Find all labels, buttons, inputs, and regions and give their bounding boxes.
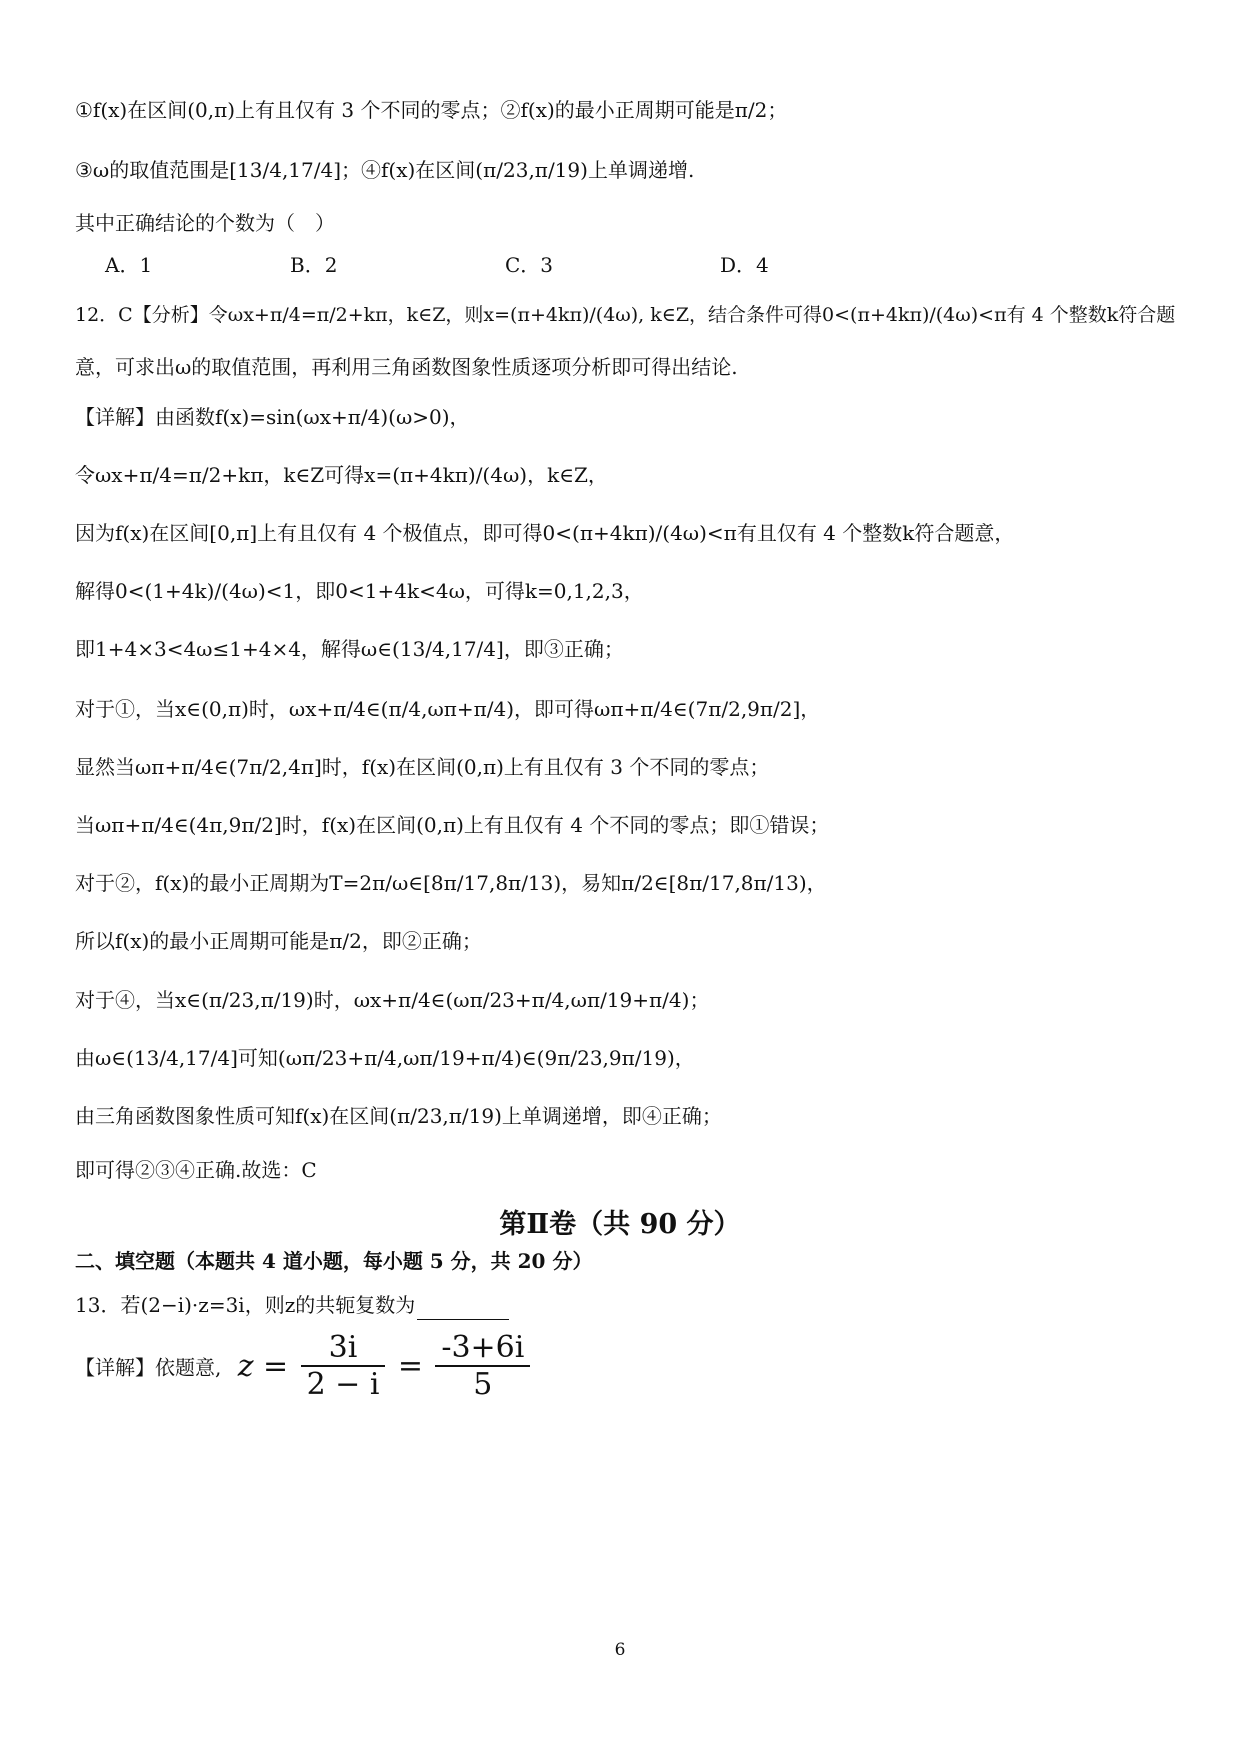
question-prompt: 其中正确结论的个数为（ ） [75,211,335,235]
answer-blank [417,1297,509,1320]
detail-line-1: 【详解】由函数f(x)=sin(ωx+π/4)(ω>0)， [75,405,470,429]
choice-a: A．1 [105,253,153,277]
section-subtitle: 二、填空题（本题共 4 道小题，每小题 5 分，共 20 分） [75,1249,593,1273]
q13-detail-label: 【详解】依题意, [75,1355,222,1380]
detail-line-4: 解得0<(1+4k)/(4ω)<1，即0<1+4k<4ω，可得k=0,1,2,3， [75,579,644,603]
statement-line-2: ③ω的取值范围是[13/4,17/4]；④f(x)在区间(π/23,π/19)上单调递增. [75,158,695,182]
q13-fraction-2-numerator: -3+6i [435,1330,530,1367]
statement-line-1: ①f(x)在区间(0,π)上有且仅有 3 个不同的零点；②f(x)的最小正周期可能是π/2； [75,98,788,122]
section-title: 第Ⅱ卷（共 90 分） [499,1209,741,1240]
analysis-line-1: 12．C【分析】令ωx+π/4=π/2+kπ，k∈Z，则x=(π+4kπ)/(4ω), k∈Z，结合条件可得0<(π+4kπ)/(4ω)<π有 4 个整数k符合题 [75,304,1176,326]
q13-fraction-2-denominator: 5 [473,1367,493,1402]
detail-line-14: 即可得②③④正确.故选：C [75,1158,317,1182]
detail-line-10: 所以f(x)的最小正周期可能是π/2，即②正确； [75,929,482,953]
detail-line-8: 当ωπ+π/4∈(4π,9π/2]时，f(x)在区间(0,π)上有且仅有 4 个不同的零点；即①错误； [75,813,830,837]
q13-detail [75,1330,536,1402]
detail-line-6: 对于①，当x∈(0,π)时，ωx+π/4∈(π/4,ωπ+π/4)，即可得ωπ+π/4∈(7π/2,9π/2]， [75,697,821,721]
detail-line-9: 对于②，f(x)的最小正周期为T=2π/ω∈[8π/17,8π/13)，易知π/2∈[8π/17,8π/13)， [75,871,827,895]
detail-line-5: 即1+4×3<4ω≤1+4×4，解得ω∈(13/4,17/4]，即③正确； [75,637,624,661]
q13-fraction-2 [435,1330,530,1402]
q13-eq-mid: = [397,1348,423,1384]
detail-line-2: 令ωx+π/4=π/2+kπ，k∈Z可得x=(π+4kπ)/(4ω)，k∈Z， [75,463,608,487]
q13-fraction-1 [301,1330,386,1402]
detail-line-12: 由ω∈(13/4,17/4]可知(ωπ/23+π/4,ωπ/19+π/4)∈(9π/23,9π/19)， [75,1046,695,1070]
choice-d: D．4 [720,253,769,277]
detail-line-13: 由三角函数图象性质可知f(x)在区间(π/23,π/19)上单调递增，即④正确； [75,1104,722,1128]
choice-b: B．2 [290,253,338,277]
analysis-line-2: 意，可求出ω的取值范围，再利用三角函数图象性质逐项分析即可得出结论. [75,355,738,379]
choice-c: C．3 [505,253,554,277]
detail-line-3: 因为f(x)在区间[0,π]上有且仅有 4 个极值点，即可得0<(π+4kπ)/(4ω)<π有且仅有 4 个整数k符合题意， [75,521,1015,545]
page-number: 6 [614,1640,626,1660]
question-13-text: 13．若(2−i)·z=3i，则z的共轭复数为 [75,1293,416,1317]
question-13 [75,1290,1180,1320]
detail-line-7: 显然当ωπ+π/4∈(7π/2,4π]时，f(x)在区间(0,π)上有且仅有 3 个不同的零点； [75,755,770,779]
detail-line-11: 对于④，当x∈(π/23,π/19)时，ωx+π/4∈(ωπ/23+π/4,ωπ/19+π/4)； [75,988,710,1012]
q13-fraction-1-numerator: 3i [301,1330,386,1367]
q13-eq-lhs: z = [237,1348,289,1384]
q13-fraction-1-denominator: 2 − i [306,1367,380,1402]
